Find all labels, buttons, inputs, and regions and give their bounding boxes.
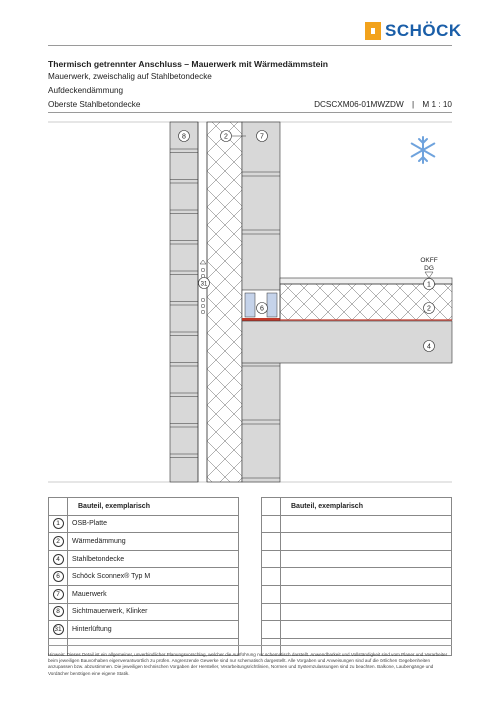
legend-row xyxy=(49,550,239,568)
legend-table-left xyxy=(48,497,239,656)
legend-number: 8 xyxy=(53,606,64,617)
brand-name: SCHÖCK xyxy=(385,21,462,40)
legend-header-row xyxy=(49,498,239,516)
legend-row xyxy=(49,533,239,551)
legend-label: Hinterlüftung xyxy=(68,621,239,639)
legend-header-row-right xyxy=(262,498,452,516)
legend-row xyxy=(49,621,239,639)
legend-row-right xyxy=(262,621,452,639)
wall-insulation xyxy=(207,122,242,482)
legend-row xyxy=(49,515,239,533)
legend-label-right xyxy=(281,515,452,533)
legend-header-right: Bauteil, exemplarisch xyxy=(281,498,452,516)
legend-label-right xyxy=(281,533,452,551)
facing-brick-column xyxy=(170,122,198,482)
label-6: 6 xyxy=(260,305,264,313)
legend-header: Bauteil, exemplarisch xyxy=(68,498,239,516)
legend-number: 6 xyxy=(53,571,64,582)
legend-number: 1 xyxy=(53,518,64,529)
concrete-slab xyxy=(242,321,452,363)
disclaimer-note: Hinweis: Dieses Detail ist ein allgemeiner, unverbindlicher Planungsvorschlag, welcher die Ausführung nur schematisch darstellt. Anwendbarkeit und Vollständigkeit sind vom Planer und Verarbeiter beim jeweiligen Bauvorhaben eigenverantwortlich zu prüfen. Angrenzende Gewerke sind nur schematisch dargestellt. Alle Vorgaben und Anweisungen sind auf die örtlichen Gegebenheiten anzupassen bzw. abzustimmen. Die jeweiligen technischen Vorgaben der Hersteller, Verarbeitungsrichtlinien, Normen und Systemzulassungen sind zu beachten. Balkone, Laubengänge und Vordächer benötigen eine eigene Statik. xyxy=(48,652,448,676)
legend-label-right xyxy=(281,603,452,621)
legend-row xyxy=(49,585,239,603)
legend-label-right xyxy=(281,550,452,568)
legend-row xyxy=(49,603,239,621)
label-4: 4 xyxy=(427,343,431,351)
legend-label-right xyxy=(281,621,452,639)
legend-number: 31 xyxy=(54,625,62,633)
drawing-scale: M 1 : 10 xyxy=(422,100,452,109)
label-31: 31 xyxy=(200,281,208,288)
legend-number: 7 xyxy=(53,589,64,600)
drawing-code: DCSCXM06-01MWZDW xyxy=(314,100,404,109)
legend-label: Sichtmauerwerk, Klinker xyxy=(68,603,239,621)
legend-row-right xyxy=(262,585,452,603)
legend-number: 4 xyxy=(53,554,64,565)
legend-label: Mauerwerk xyxy=(68,585,239,603)
legend-label-right xyxy=(281,568,452,586)
legend-label-right xyxy=(281,585,452,603)
footer-rule xyxy=(48,645,452,646)
legend-row-right xyxy=(262,515,452,533)
label-8: 8 xyxy=(182,133,186,141)
legend-row-right xyxy=(262,568,452,586)
label-1: 1 xyxy=(427,281,431,289)
legend-label: OSB-Platte xyxy=(68,515,239,533)
title-main: Thermisch getrennter Anschluss – Mauerwerk mit Wärmedämmstein xyxy=(48,59,329,69)
legend-label: Stahlbetondecke xyxy=(68,550,239,568)
label-dg: DG xyxy=(424,265,434,272)
label-7: 7 xyxy=(260,133,264,141)
legend-row xyxy=(49,568,239,586)
floor-insulation xyxy=(280,281,452,320)
okff-marker xyxy=(425,272,433,278)
label-2-floor: 2 xyxy=(427,305,431,313)
snowflake-icon xyxy=(412,137,435,163)
title-line3: Aufdeckendämmung xyxy=(48,86,124,95)
title-line2: Mauerwerk, zweischalig auf Stahlbetondecke xyxy=(48,72,212,81)
code-separator: | xyxy=(411,100,415,109)
legend-number: 2 xyxy=(53,536,64,547)
title-line4: Oberste Stahlbetondecke xyxy=(48,100,141,109)
legend-row-right xyxy=(262,550,452,568)
legend-table-right xyxy=(261,497,452,656)
legend-row-right xyxy=(262,533,452,551)
legend-label: Wärmedämmung xyxy=(68,533,239,551)
legend-row-right xyxy=(262,603,452,621)
label-2-wall: 2 xyxy=(224,133,228,141)
label-okff: OKFF xyxy=(420,257,438,264)
legend-label: Schöck Sconnex® Typ M xyxy=(68,568,239,586)
